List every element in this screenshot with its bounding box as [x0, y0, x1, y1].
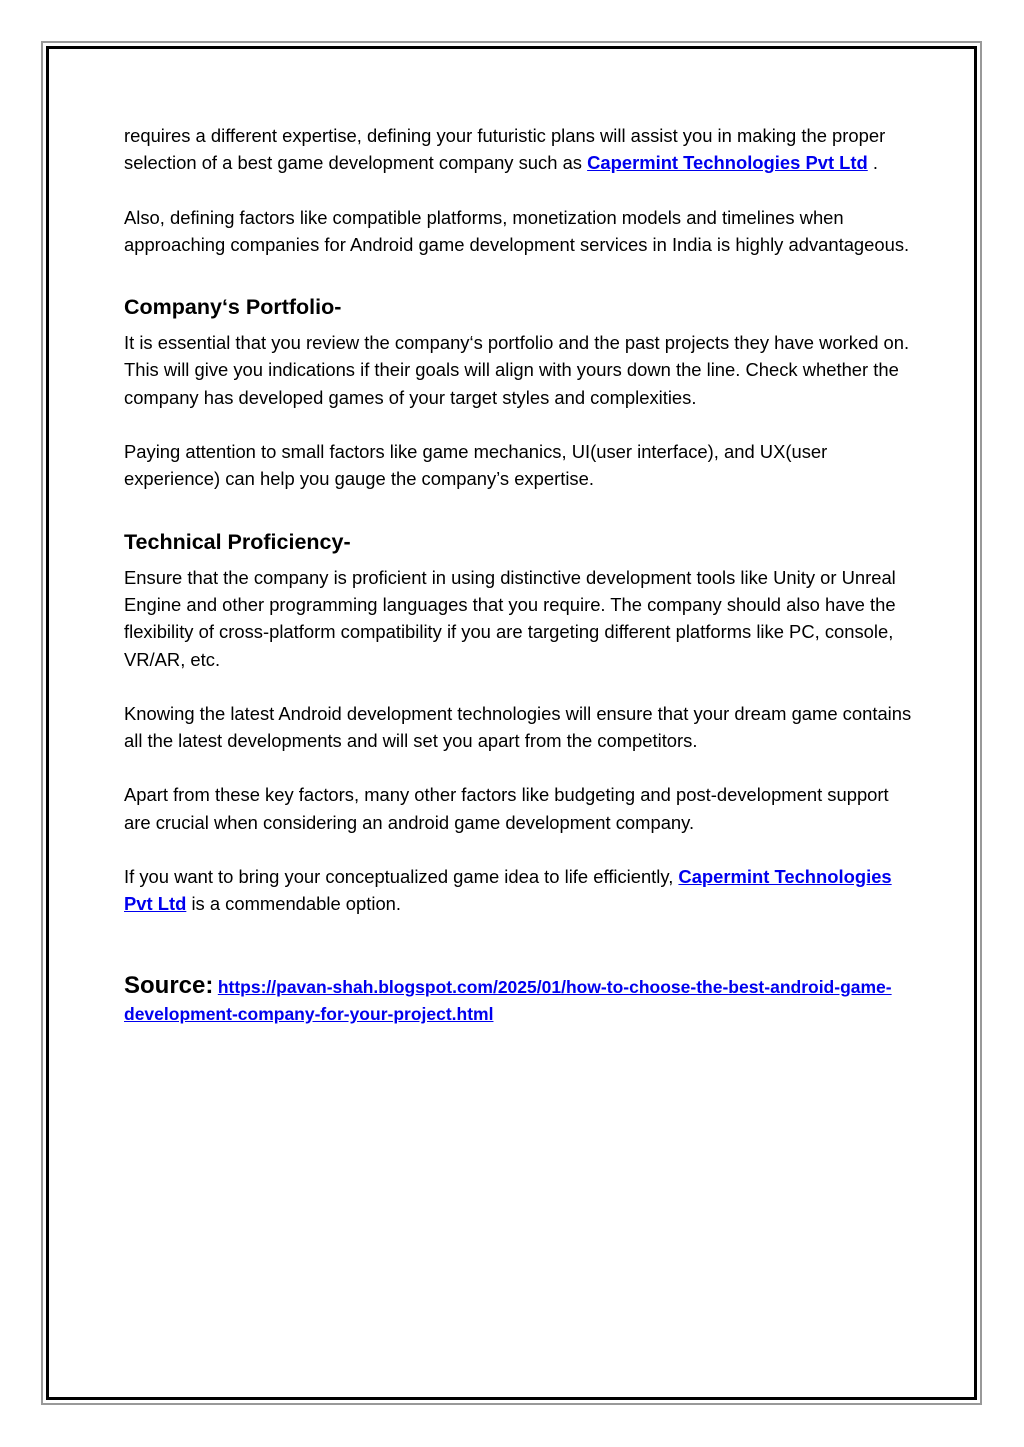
paragraph-conclusion-tail: is a commendable option. [186, 893, 402, 915]
capermint-link-2[interactable]: Capermint Technologies Pvt Ltd [124, 866, 892, 915]
paragraph-intro-text: requires a different expertise, defining your futuristic plans will assist you in making the proper selection of a best game development company such as [124, 125, 886, 174]
paragraph-intro [124, 122, 914, 177]
paragraph-android-tech: Knowing the latest Android development technologies will ensure that your dream game contains all the latest developments and will set you apart from the competitors. [124, 702, 912, 752]
source-label: Source: [124, 971, 214, 999]
heading-company-portfolio: Company‘s Portfolio- [124, 295, 342, 320]
paragraph-defining-factors: Also, defining factors like compatible platforms, monetization models and timelines when approaching companies for Android game development services in India is highly advantageous. [124, 206, 910, 255]
paragraph-key-factors: Apart from these key factors, many other factors like budgeting and post-development support are crucial when considering an android game development company. [124, 784, 889, 833]
paragraph-conclusion-text: If you want to bring your conceptualized game idea to life efficiently, [124, 866, 679, 888]
capermint-link-1[interactable]: Capermint Technologies Pvt Ltd [587, 152, 868, 174]
heading-technical-proficiency: Technical Proficiency- [124, 529, 351, 554]
paragraph-conclusion [124, 863, 914, 918]
paragraph-intro-tail: . [867, 152, 878, 174]
source-block [124, 972, 914, 1028]
document-body [124, 122, 914, 1028]
paragraph-tools: Ensure that the company is proficient in using distinctive development tools like Unity or Unreal Engine and other programming languages that you require. The company should also have the flexibility of cross-platform compatibility if you are targeting different platforms like PC, console, VR/AR, etc. [124, 566, 896, 670]
paragraph-portfolio-review: It is essential that you review the company‘s portfolio and the past projects they have worked on. This will give you indications if their goals will align with yours down the line. Check whether the company has developed games of your target styles and complexities. [124, 332, 910, 408]
paragraph-small-factors: Paying attention to small factors like game mechanics, UI(user interface), and UX(user experience) can help you gauge the company’s expertise. [124, 441, 828, 490]
source-url-link[interactable]: https://pavan-shah.blogspot.com/2025/01/how-to-choose-the-best-android-game-development-company-for-your-project.html [124, 976, 892, 1024]
